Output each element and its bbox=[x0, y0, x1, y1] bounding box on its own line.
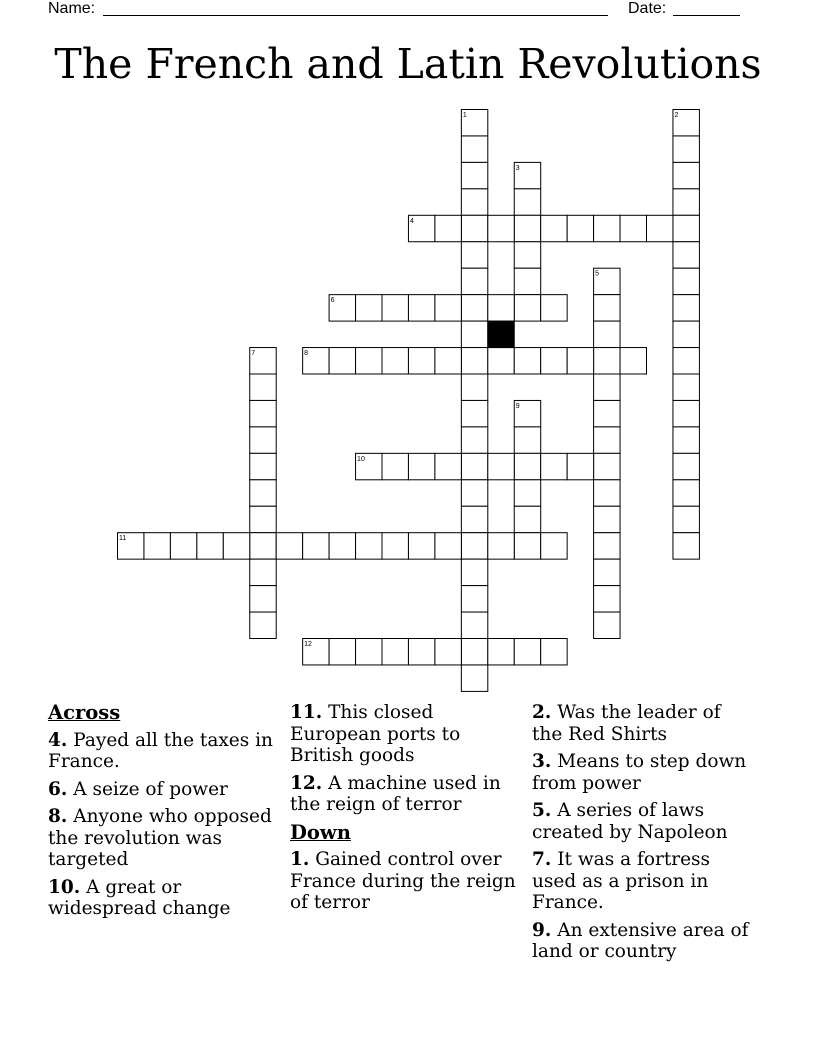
grid-cell[interactable] bbox=[408, 348, 434, 374]
grid-cell[interactable] bbox=[408, 453, 434, 479]
grid-cell[interactable] bbox=[514, 295, 540, 321]
grid-cell[interactable] bbox=[514, 506, 540, 532]
clue-number: 8. bbox=[48, 806, 68, 827]
grid-cell[interactable] bbox=[197, 533, 223, 559]
clue-text: Payed all the taxes in France. bbox=[48, 729, 273, 772]
grid-cell[interactable] bbox=[435, 215, 461, 241]
cell-number: 12 bbox=[304, 641, 312, 648]
cell-number: 7 bbox=[251, 350, 256, 358]
grid-cell[interactable] bbox=[408, 639, 434, 665]
grid-cell[interactable] bbox=[541, 533, 567, 559]
clue-text: Was the leader of the Red Shirts bbox=[532, 702, 721, 745]
grid-cell[interactable] bbox=[303, 348, 329, 374]
grid-cell[interactable] bbox=[594, 348, 620, 374]
grid-cell[interactable] bbox=[250, 586, 276, 612]
clue-text: Gained control over France during the reign of terror bbox=[290, 849, 516, 913]
grid-cell[interactable] bbox=[170, 533, 196, 559]
clue-across-4 bbox=[48, 730, 280, 773]
grid-cell[interactable] bbox=[594, 506, 620, 532]
cell-number: 6 bbox=[330, 297, 335, 305]
grid-cell[interactable] bbox=[435, 639, 461, 665]
grid-cell[interactable] bbox=[250, 480, 276, 506]
grid-cell[interactable] bbox=[673, 268, 699, 294]
grid-cell[interactable] bbox=[435, 295, 461, 321]
grid-cell[interactable] bbox=[276, 533, 302, 559]
grid-cell[interactable] bbox=[673, 215, 699, 241]
grid-cell[interactable] bbox=[594, 321, 620, 347]
grid-cell[interactable] bbox=[514, 215, 540, 241]
grid-cell[interactable] bbox=[382, 639, 408, 665]
grid-cell[interactable] bbox=[118, 533, 144, 559]
clue-number: 5. bbox=[532, 800, 552, 821]
clue-text: A series of laws created by Napoleon bbox=[532, 800, 728, 843]
clue-number: 10. bbox=[48, 876, 81, 898]
cell-number: 1 bbox=[462, 112, 467, 119]
grid-cell[interactable] bbox=[356, 295, 382, 321]
grid-cell[interactable] bbox=[673, 348, 699, 374]
grid-cell[interactable] bbox=[329, 639, 355, 665]
grid-cell[interactable] bbox=[541, 348, 567, 374]
grid-cell[interactable] bbox=[144, 533, 170, 559]
grid-cell[interactable] bbox=[408, 215, 434, 241]
clue-across-8 bbox=[48, 806, 280, 871]
grid-cell[interactable] bbox=[541, 295, 567, 321]
grid-cell[interactable] bbox=[488, 533, 514, 559]
grid-cell[interactable] bbox=[567, 453, 593, 479]
grid-cell[interactable] bbox=[356, 348, 382, 374]
cell-number: 4 bbox=[409, 217, 414, 225]
clue-text: A great or widespread change bbox=[48, 876, 231, 919]
clue-down-1 bbox=[290, 849, 525, 914]
grid-cell[interactable] bbox=[620, 348, 646, 374]
clue-down-2 bbox=[532, 702, 752, 745]
cell-number: 5 bbox=[595, 270, 600, 278]
grid-cell[interactable] bbox=[514, 400, 540, 426]
clue-column-3 bbox=[532, 702, 752, 969]
grid-cell[interactable] bbox=[461, 268, 487, 294]
clue-number: 2. bbox=[532, 702, 552, 723]
clue-down-9 bbox=[532, 920, 752, 963]
grid-cell[interactable] bbox=[514, 242, 540, 268]
grid-cell[interactable] bbox=[356, 453, 382, 479]
grid-cell[interactable] bbox=[594, 427, 620, 453]
grid-cell[interactable] bbox=[594, 586, 620, 612]
grid-cell[interactable] bbox=[461, 295, 487, 321]
grid-cell[interactable] bbox=[594, 533, 620, 559]
grid-cell[interactable] bbox=[673, 136, 699, 162]
name-field[interactable] bbox=[103, 15, 608, 16]
grid-cell[interactable] bbox=[541, 215, 567, 241]
grid-cell[interactable] bbox=[382, 453, 408, 479]
grid-cell[interactable] bbox=[382, 348, 408, 374]
grid-cell[interactable] bbox=[673, 189, 699, 215]
grid-cell[interactable] bbox=[461, 110, 487, 136]
grid-cell[interactable] bbox=[382, 533, 408, 559]
grid-cell[interactable] bbox=[223, 533, 249, 559]
grid-cell[interactable] bbox=[673, 400, 699, 426]
grid-cell[interactable] bbox=[461, 506, 487, 532]
grid-cell[interactable] bbox=[673, 295, 699, 321]
clue-number: 12. bbox=[290, 772, 323, 794]
grid-cell[interactable] bbox=[514, 533, 540, 559]
clue-column-2 bbox=[290, 702, 525, 920]
grid-cell[interactable] bbox=[382, 295, 408, 321]
black-cell bbox=[488, 321, 514, 347]
grid-cell[interactable] bbox=[594, 374, 620, 400]
clue-text: Anyone who opposed the revolution was targeted bbox=[48, 806, 272, 870]
grid-cell[interactable] bbox=[461, 586, 487, 612]
grid-cell[interactable] bbox=[461, 665, 487, 691]
clue-text: This closed European ports to British goods bbox=[290, 702, 461, 766]
clue-text: A machine used in the reign of terror bbox=[290, 772, 501, 815]
grid-cell[interactable] bbox=[594, 453, 620, 479]
grid-cell[interactable] bbox=[514, 348, 540, 374]
grid-cell[interactable] bbox=[514, 162, 540, 188]
grid-cell[interactable] bbox=[673, 162, 699, 188]
grid-cell[interactable] bbox=[488, 348, 514, 374]
grid-cell[interactable] bbox=[461, 453, 487, 479]
grid-cell[interactable] bbox=[488, 639, 514, 665]
grid-cell[interactable] bbox=[250, 374, 276, 400]
clue-down-3 bbox=[532, 751, 752, 794]
cell-number: 3 bbox=[515, 164, 520, 172]
grid-cell[interactable] bbox=[673, 480, 699, 506]
grid-cell[interactable] bbox=[461, 136, 487, 162]
grid-cell[interactable] bbox=[594, 215, 620, 241]
header bbox=[48, 0, 748, 20]
grid-cell[interactable] bbox=[461, 189, 487, 215]
grid-cell[interactable] bbox=[303, 639, 329, 665]
grid-cell[interactable] bbox=[541, 639, 567, 665]
grid-cell[interactable] bbox=[329, 533, 355, 559]
grid-cell[interactable] bbox=[673, 242, 699, 268]
grid-cell[interactable] bbox=[673, 110, 699, 136]
grid-cell[interactable] bbox=[488, 295, 514, 321]
grid-cell[interactable] bbox=[673, 427, 699, 453]
clue-number: 1. bbox=[290, 849, 310, 870]
grid-cell[interactable] bbox=[250, 453, 276, 479]
grid-cell[interactable] bbox=[435, 533, 461, 559]
grid-cell[interactable] bbox=[594, 480, 620, 506]
grid-cell[interactable] bbox=[408, 295, 434, 321]
grid-cell[interactable] bbox=[250, 400, 276, 426]
grid-cell[interactable] bbox=[673, 533, 699, 559]
grid-cell[interactable] bbox=[250, 506, 276, 532]
clue-text: Means to step down from power bbox=[532, 751, 747, 794]
grid-cell[interactable] bbox=[461, 427, 487, 453]
grid-cell[interactable] bbox=[488, 215, 514, 241]
clue-down-5 bbox=[532, 800, 752, 843]
grid-cell[interactable] bbox=[594, 559, 620, 585]
grid-cell[interactable] bbox=[488, 453, 514, 479]
down-heading: Down bbox=[290, 820, 351, 844]
date-label: Date: bbox=[628, 0, 667, 17]
clue-number: 7. bbox=[532, 849, 552, 870]
grid-cell[interactable] bbox=[461, 374, 487, 400]
grid-cell[interactable] bbox=[461, 480, 487, 506]
clue-text: An extensive area of land or country bbox=[532, 919, 749, 962]
clue-number: 9. bbox=[532, 919, 552, 941]
grid-cell[interactable] bbox=[435, 453, 461, 479]
grid-cell[interactable] bbox=[514, 453, 540, 479]
cell-number: 11 bbox=[119, 535, 127, 543]
grid-cell[interactable] bbox=[673, 453, 699, 479]
grid-cell[interactable] bbox=[461, 559, 487, 585]
grid-cell[interactable] bbox=[620, 215, 646, 241]
grid-cell[interactable] bbox=[594, 612, 620, 638]
grid-cell[interactable] bbox=[594, 295, 620, 321]
clue-down-7 bbox=[532, 849, 752, 914]
grid-cell[interactable] bbox=[673, 506, 699, 532]
grid-cell[interactable] bbox=[673, 321, 699, 347]
grid-cell[interactable] bbox=[329, 295, 355, 321]
grid-cell[interactable] bbox=[594, 268, 620, 294]
grid-cell[interactable] bbox=[408, 533, 434, 559]
grid-cell[interactable] bbox=[250, 612, 276, 638]
clue-across-11 bbox=[290, 702, 525, 767]
across-heading: Across bbox=[48, 701, 121, 724]
grid-cell[interactable] bbox=[567, 348, 593, 374]
clue-number: 11. bbox=[290, 702, 323, 723]
grid-cell[interactable] bbox=[594, 400, 620, 426]
date-field[interactable] bbox=[673, 15, 740, 16]
grid-cell[interactable] bbox=[541, 453, 567, 479]
grid-cell[interactable] bbox=[461, 639, 487, 665]
grid-cell[interactable] bbox=[356, 639, 382, 665]
grid-cell[interactable] bbox=[514, 480, 540, 506]
grid-cell[interactable] bbox=[461, 612, 487, 638]
grid-cell[interactable] bbox=[514, 189, 540, 215]
clue-number: 4. bbox=[48, 729, 68, 751]
grid-cell[interactable] bbox=[461, 321, 487, 347]
grid-cell[interactable] bbox=[250, 348, 276, 374]
cell-number: 9 bbox=[515, 402, 520, 410]
grid-cell[interactable] bbox=[673, 374, 699, 400]
grid-cell[interactable] bbox=[250, 533, 276, 559]
clue-text: It was a fortress used as a prison in France. bbox=[532, 849, 711, 913]
grid-cell[interactable] bbox=[303, 533, 329, 559]
clue-across-12 bbox=[290, 773, 525, 816]
grid-cell[interactable] bbox=[461, 162, 487, 188]
clue-number: 6. bbox=[48, 778, 68, 800]
grid-cell[interactable] bbox=[435, 348, 461, 374]
grid-cell[interactable] bbox=[250, 427, 276, 453]
grid-cell[interactable] bbox=[647, 215, 673, 241]
cell-number: 2 bbox=[674, 112, 679, 119]
clue-column-1 bbox=[48, 702, 280, 926]
grid-cell[interactable] bbox=[514, 268, 540, 294]
grid-cell[interactable] bbox=[461, 400, 487, 426]
grid-cell[interactable] bbox=[250, 559, 276, 585]
grid-cell[interactable] bbox=[461, 533, 487, 559]
grid-cell[interactable] bbox=[514, 639, 540, 665]
grid-cell[interactable] bbox=[461, 242, 487, 268]
grid-cell[interactable] bbox=[514, 427, 540, 453]
grid-cell[interactable] bbox=[356, 533, 382, 559]
page-title: The French and Latin Revolutions bbox=[54, 40, 762, 88]
grid-cell[interactable] bbox=[567, 215, 593, 241]
cell-number: 8 bbox=[304, 350, 309, 358]
grid-cell[interactable] bbox=[461, 348, 487, 374]
cell-number: 10 bbox=[357, 455, 365, 463]
clue-across-6 bbox=[48, 779, 280, 801]
clue-text: A seize of power bbox=[73, 778, 228, 800]
clue-number: 3. bbox=[532, 751, 552, 772]
grid-cell[interactable] bbox=[461, 215, 487, 241]
clue-across-10 bbox=[48, 877, 280, 920]
name-label: Name: bbox=[48, 0, 96, 17]
grid-cell[interactable] bbox=[329, 348, 355, 374]
